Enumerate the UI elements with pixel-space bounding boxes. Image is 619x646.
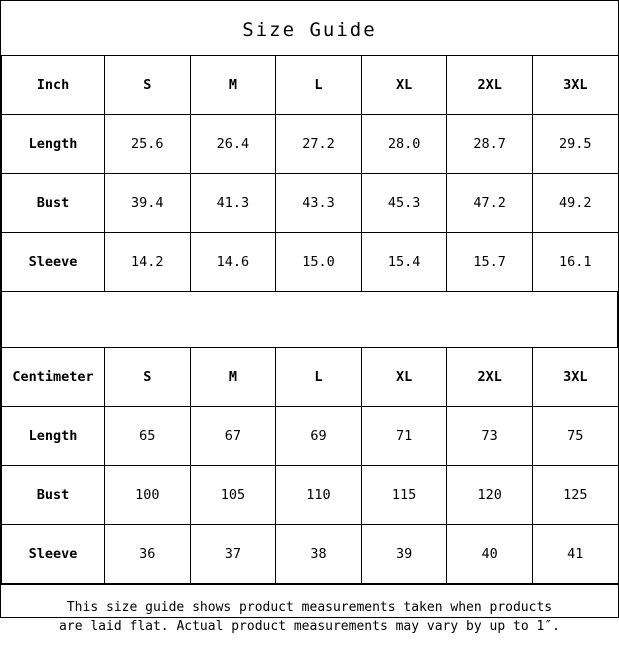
row-label-bust: Bust bbox=[2, 466, 105, 525]
unit-label-centimeter: Centimeter bbox=[2, 348, 105, 407]
cell-value: 15.4 bbox=[361, 233, 447, 292]
cell-value: 67 bbox=[190, 407, 276, 466]
size-header-s: S bbox=[105, 348, 191, 407]
cell-value: 36 bbox=[105, 525, 191, 584]
cell-value: 14.6 bbox=[190, 233, 276, 292]
cell-value: 15.7 bbox=[447, 233, 533, 292]
cell-value: 25.6 bbox=[105, 115, 191, 174]
cell-value: 38 bbox=[276, 525, 362, 584]
size-header-2xl: 2XL bbox=[447, 56, 533, 115]
size-header-l: L bbox=[276, 348, 362, 407]
cell-value: 73 bbox=[447, 407, 533, 466]
cell-value: 39 bbox=[361, 525, 447, 584]
table-row bbox=[2, 525, 619, 584]
cell-value: 29.5 bbox=[532, 115, 618, 174]
page-title: Size Guide bbox=[242, 19, 377, 41]
footnote bbox=[1, 584, 618, 646]
table-header-row bbox=[2, 56, 619, 115]
cell-value: 71 bbox=[361, 407, 447, 466]
row-label-bust: Bust bbox=[2, 174, 105, 233]
table-row bbox=[2, 233, 619, 292]
cell-value: 43.3 bbox=[276, 174, 362, 233]
table-row bbox=[2, 407, 619, 466]
size-header-l: L bbox=[276, 56, 362, 115]
cell-value: 37 bbox=[190, 525, 276, 584]
cell-value: 14.2 bbox=[105, 233, 191, 292]
cell-value: 75 bbox=[532, 407, 618, 466]
size-header-m: M bbox=[190, 56, 276, 115]
cell-value: 28.7 bbox=[447, 115, 533, 174]
unit-label-inch: Inch bbox=[2, 56, 105, 115]
cell-value: 16.1 bbox=[532, 233, 618, 292]
size-table-centimeter bbox=[1, 347, 619, 584]
cell-value: 49.2 bbox=[532, 174, 618, 233]
cell-value: 115 bbox=[361, 466, 447, 525]
size-header-2xl: 2XL bbox=[447, 348, 533, 407]
table-header-row bbox=[2, 348, 619, 407]
cell-value: 100 bbox=[105, 466, 191, 525]
cell-value: 120 bbox=[447, 466, 533, 525]
cell-value: 40 bbox=[447, 525, 533, 584]
cell-value: 26.4 bbox=[190, 115, 276, 174]
cell-value: 69 bbox=[276, 407, 362, 466]
footnote-line-2: are laid flat. Actual product measurements may vary by up to 1″. bbox=[59, 619, 560, 634]
cell-value: 28.0 bbox=[361, 115, 447, 174]
cell-value: 110 bbox=[276, 466, 362, 525]
cell-value: 45.3 bbox=[361, 174, 447, 233]
cell-value: 41.3 bbox=[190, 174, 276, 233]
cell-value: 65 bbox=[105, 407, 191, 466]
row-label-sleeve: Sleeve bbox=[2, 233, 105, 292]
cell-value: 15.0 bbox=[276, 233, 362, 292]
cell-value: 125 bbox=[532, 466, 618, 525]
table-row bbox=[2, 466, 619, 525]
cell-value: 41 bbox=[532, 525, 618, 584]
row-label-sleeve: Sleeve bbox=[2, 525, 105, 584]
size-header-xl: XL bbox=[361, 348, 447, 407]
size-header-3xl: 3XL bbox=[532, 56, 618, 115]
size-table-inch bbox=[1, 55, 619, 292]
row-label-length: Length bbox=[2, 115, 105, 174]
table-row bbox=[2, 115, 619, 174]
row-label-length: Length bbox=[2, 407, 105, 466]
footnote-line-1: This size guide shows product measurements taken when products bbox=[66, 600, 553, 615]
cell-value: 27.2 bbox=[276, 115, 362, 174]
table-row bbox=[2, 174, 619, 233]
size-header-m: M bbox=[190, 348, 276, 407]
size-header-xl: XL bbox=[361, 56, 447, 115]
table-spacer bbox=[1, 292, 618, 347]
cell-value: 105 bbox=[190, 466, 276, 525]
size-header-3xl: 3XL bbox=[532, 348, 618, 407]
cell-value: 47.2 bbox=[447, 174, 533, 233]
cell-value: 39.4 bbox=[105, 174, 191, 233]
size-header-s: S bbox=[105, 56, 191, 115]
